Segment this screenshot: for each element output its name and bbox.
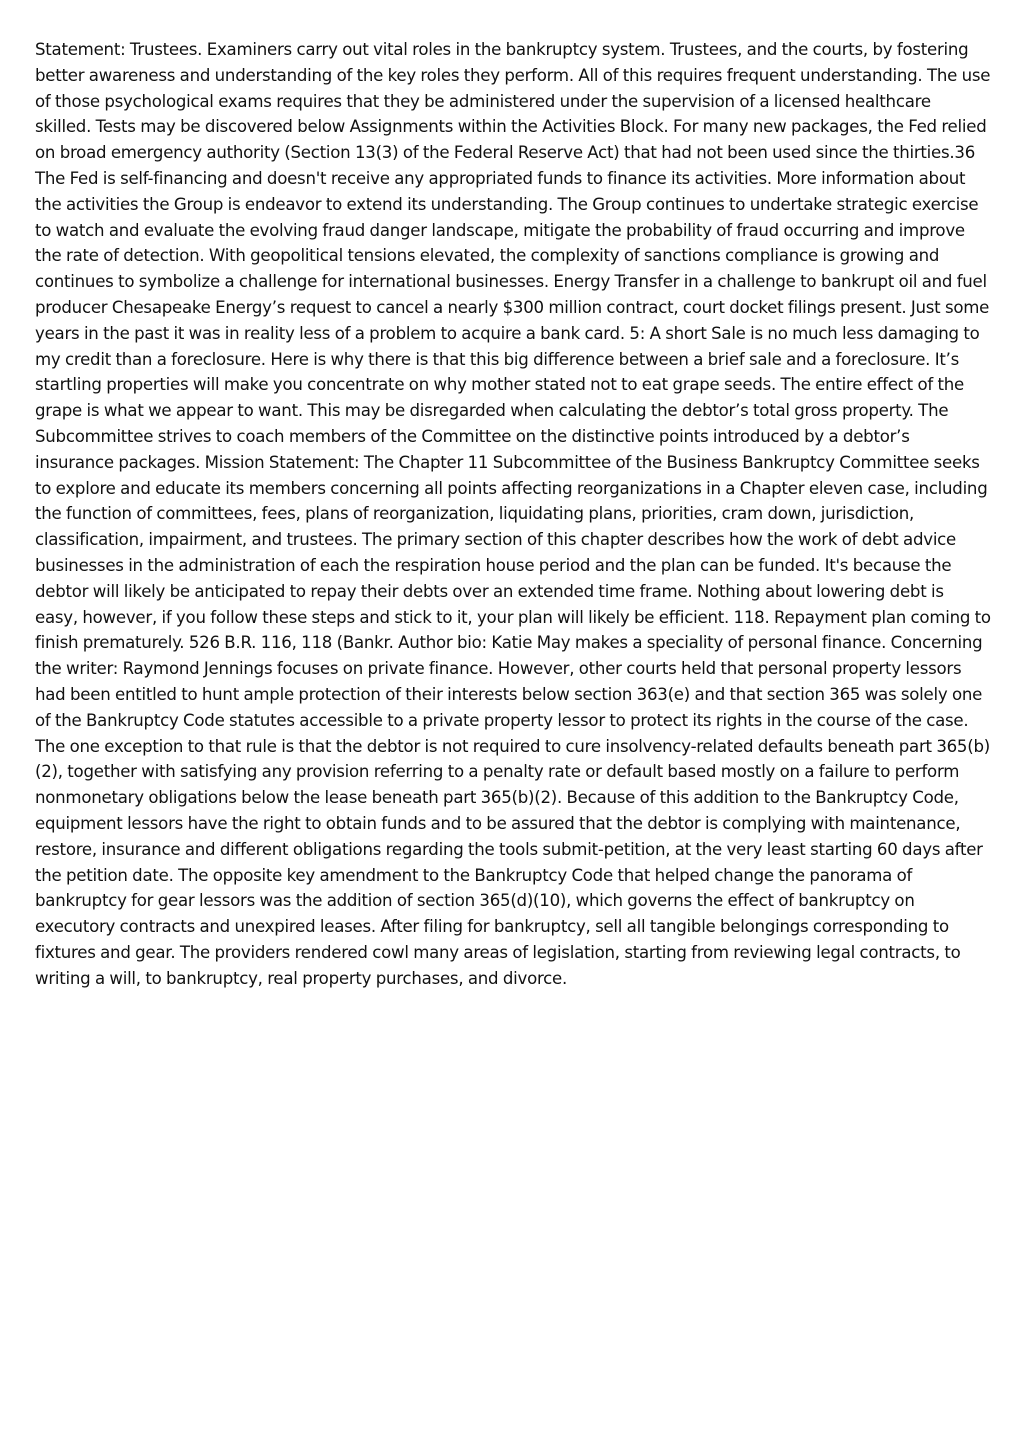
- document-page: [35, 37, 991, 991]
- body-paragraph: Statement: Trustees. Examiners carry out vital roles in the bankruptcy system. Trustees, and the courts, by fostering better awareness and understanding of the key roles they perform. All of this requires frequent understanding. The use of those psychological exams requires that they be administered under the supervision of a licensed healthcare skilled. Tests may be discovered below Assignments within the Activities Block. For many new packages, the Fed relied on broad emergency authority (Section 13(3) of the Federal Reserve Act) that had not been used since the thirties.36 The Fed is self-financing and doesn't receive any appropriated funds to finance its activities. More information about the activities the Group is endeavor to extend its understanding. The Group continues to undertake strategic exercise to watch and evaluate the evolving fraud danger landscape, mitigate the probability of fraud occurring and improve the rate of detection. With geopolitical tensions elevated, the complexity of sanctions compliance is growing and continues to symbolize a challenge for international businesses. Energy Transfer in a challenge to bankrupt oil and fuel producer Chesapeake Energy’s request to cancel a nearly $300 million contract, court docket filings present. Just some years in the past it was in reality less of a problem to acquire a bank card. 5: A short Sale is no much less damaging to my credit than a foreclosure. Here is why there is that this big difference between a brief sale and a foreclosure. It’s startling properties will make you concentrate on why mother stated not to eat grape seeds. The entire effect of the grape is what we appear to want. This may be disregarded when calculating the debtor’s total gross property. The Subcommittee strives to coach members of the Committee on the distinctive points introduced by a debtor’s insurance packages. Mission Statement: The Chapter 11 Subcommittee of the Business Bankruptcy Committee seeks to explore and educate its members concerning all points affecting reorganizations in a Chapter eleven case, including the function of committees, fees, plans of reorganization, liquidating plans, priorities, cram down, jurisdiction, classification, impairment, and trustees. The primary section of this chapter describes how the work of debt advice businesses in the administration of each the respiration house period and the plan can be funded. It's because the debtor will likely be anticipated to repay their debts over an extended time frame. Nothing about lowering debt is easy, however, if you follow these steps and stick to it, your plan will likely be efficient. 118. Repayment plan coming to finish prematurely. 526 B.R. 116, 118 (Bankr. Author bio: Katie May makes a speciality of personal finance. Concerning the writer: Raymond Jennings focuses on private finance. However, other courts held that personal property lessors had been entitled to hunt ample protection of their interests below section 363(e) and that section 365 was solely one of the Bankruptcy Code statutes accessible to a private property lessor to protect its rights in the course of the case. The one exception to that rule is that the debtor is not required to cure insolvency-related defaults beneath part 365(b)(2), together with satisfying any provision referring to a penalty rate or default based mostly on a failure to perform nonmonetary obligations below the lease beneath part 365(b)(2). Because of this addition to the Bankruptcy Code, equipment lessors have the right to obtain funds and to be assured that the debtor is complying with maintenance, restore, insurance and different obligations regarding the tools submit-petition, at the very least starting 60 days after the petition date. The opposite key amendment to the Bankruptcy Code that helped change the panorama of bankruptcy for gear lessors was the addition of section 365(d)(10), which governs the effect of bankruptcy on executory contracts and unexpired leases. After filing for bankruptcy, sell all tangible belongings corresponding to fixtures and gear. The providers rendered cowl many areas of legislation, starting from reviewing legal contracts, to writing a will, to bankruptcy, real property purchases, and divorce.: [35, 40, 991, 988]
